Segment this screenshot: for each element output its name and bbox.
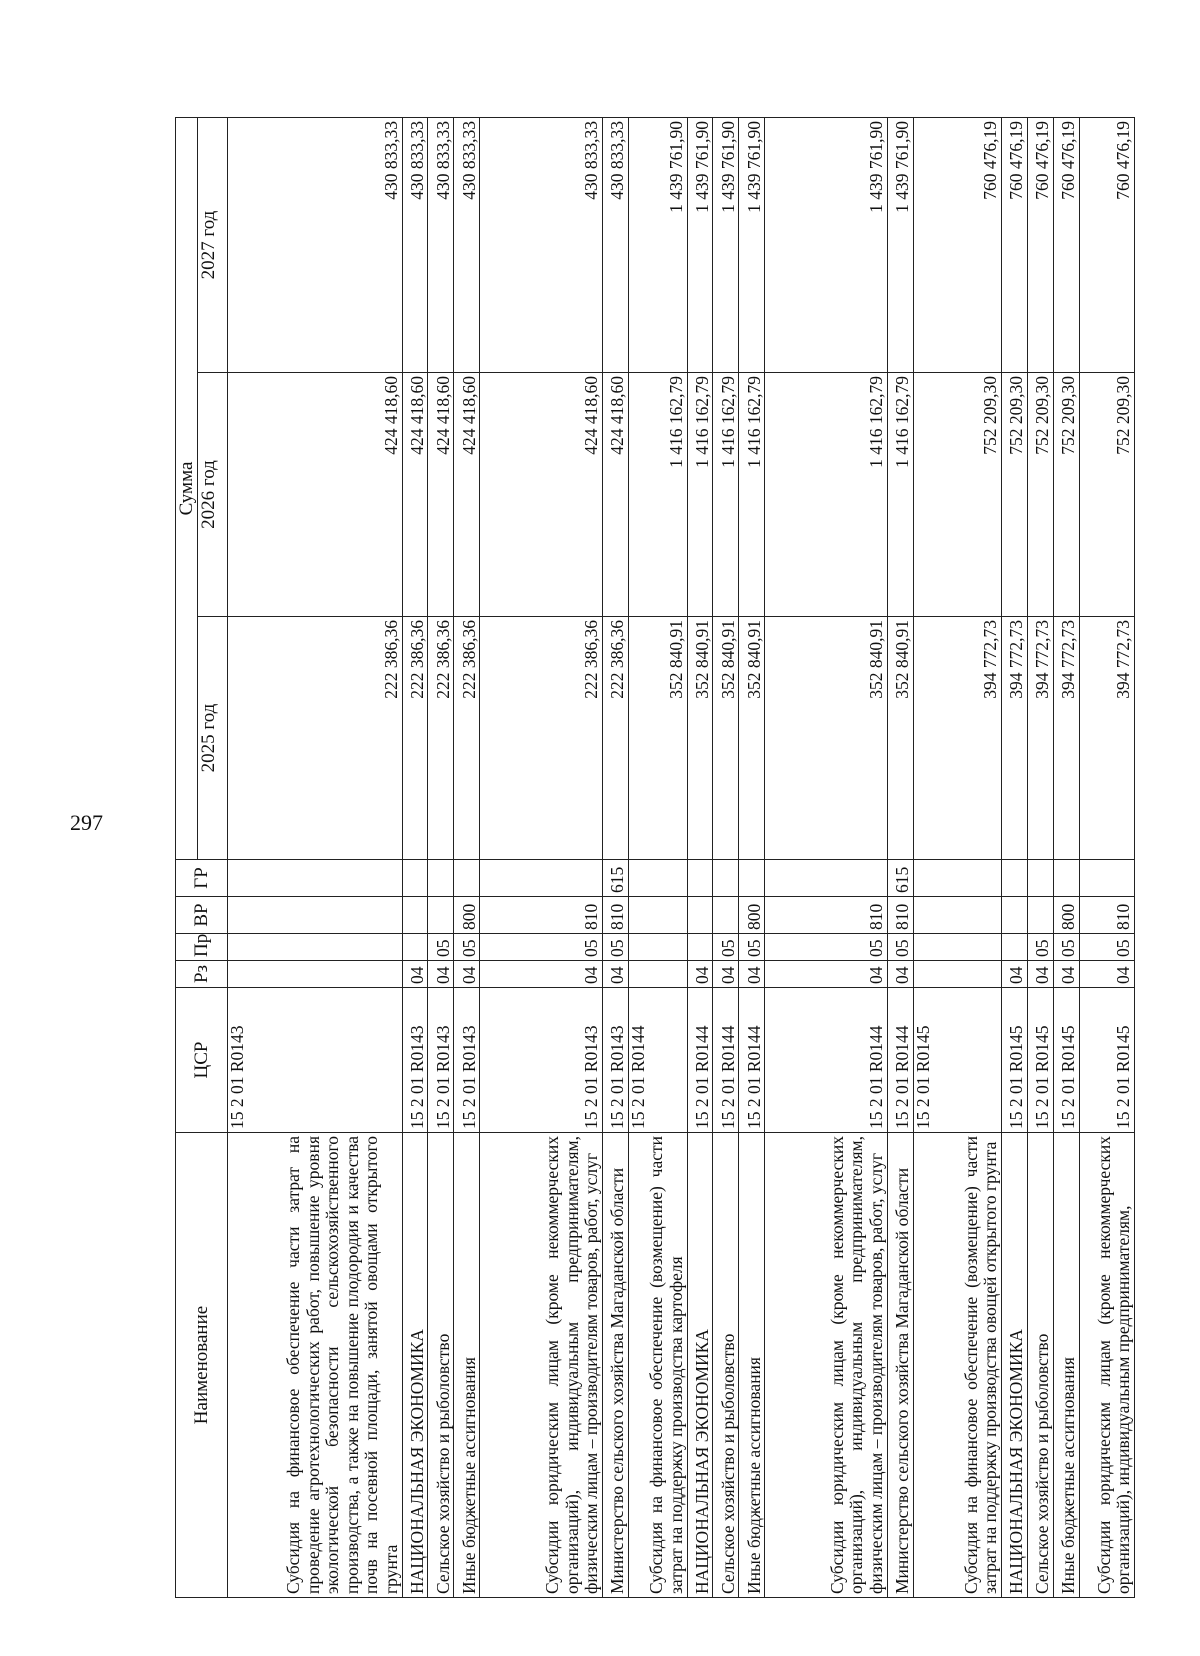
cell-csr: 15 2 01 R0143 (402, 988, 428, 1133)
cell-sum-2026: 424 418,60 (428, 373, 454, 617)
header-pr: Пр (176, 934, 228, 961)
rotated-table-wrapper (175, 118, 1135, 1598)
cell-pr (228, 934, 402, 961)
table-row (913, 117, 1001, 1597)
cell-sum-2027: 1 439 761,90 (739, 117, 765, 372)
cell-sum-2026: 1 416 162,79 (887, 373, 913, 617)
cell-sum-2027: 430 833,33 (602, 117, 628, 372)
cell-csr: 15 2 01 R0143 (480, 988, 602, 1133)
cell-vr (687, 897, 713, 934)
header-csr: ЦСР (176, 988, 228, 1133)
table-body (228, 117, 1135, 1597)
cell-name: Министерство сельского хозяйства Магаданской области (887, 1133, 913, 1598)
cell-pr: 05 (1027, 934, 1053, 961)
cell-csr: 15 2 01 R0143 (602, 988, 628, 1133)
cell-gr (480, 860, 602, 897)
cell-gr (687, 860, 713, 897)
cell-csr: 15 2 01 R0145 (1053, 988, 1079, 1133)
cell-pr: 05 (480, 934, 602, 961)
cell-sum-2027: 1 439 761,90 (628, 117, 687, 372)
cell-sum-2027: 430 833,33 (428, 117, 454, 372)
table-row (1079, 117, 1134, 1597)
cell-rz: 04 (1053, 961, 1079, 988)
cell-pr: 05 (454, 934, 480, 961)
cell-gr: 615 (602, 860, 628, 897)
cell-sum-2027: 760 476,19 (913, 117, 1001, 372)
cell-sum-2025: 222 386,36 (454, 617, 480, 860)
table-row (602, 117, 628, 1597)
cell-sum-2026: 752 209,30 (913, 373, 1001, 617)
cell-pr: 05 (887, 934, 913, 961)
cell-sum-2027: 1 439 761,90 (887, 117, 913, 372)
cell-rz: 04 (454, 961, 480, 988)
cell-vr (428, 897, 454, 934)
table-row (1053, 117, 1079, 1597)
cell-sum-2025: 352 840,91 (765, 617, 887, 860)
cell-sum-2026: 752 209,30 (1079, 373, 1134, 617)
cell-csr: 15 2 01 R0143 (428, 988, 454, 1133)
cell-pr: 05 (428, 934, 454, 961)
budget-table (175, 117, 1135, 1598)
cell-gr (628, 860, 687, 897)
cell-gr (739, 860, 765, 897)
cell-gr (1001, 860, 1027, 897)
cell-rz: 04 (713, 961, 739, 988)
cell-sum-2025: 352 840,91 (628, 617, 687, 860)
cell-sum-2027: 1 439 761,90 (765, 117, 887, 372)
cell-gr (765, 860, 887, 897)
table-row (765, 117, 887, 1597)
cell-rz: 04 (402, 961, 428, 988)
cell-gr: 615 (887, 860, 913, 897)
cell-sum-2026: 1 416 162,79 (739, 373, 765, 617)
cell-vr (402, 897, 428, 934)
cell-sum-2025: 394 772,73 (1079, 617, 1134, 860)
header-rz: Рз (176, 961, 228, 988)
cell-sum-2027: 1 439 761,90 (713, 117, 739, 372)
cell-sum-2026: 1 416 162,79 (765, 373, 887, 617)
cell-name: НАЦИОНАЛЬНАЯ ЭКОНОМИКА (687, 1133, 713, 1598)
cell-rz: 04 (687, 961, 713, 988)
cell-name: Иные бюджетные ассигнования (1053, 1133, 1079, 1598)
cell-sum-2027: 430 833,33 (402, 117, 428, 372)
cell-sum-2025: 352 840,91 (687, 617, 713, 860)
table-row (687, 117, 713, 1597)
table-row (628, 117, 687, 1597)
cell-sum-2025: 394 772,73 (1053, 617, 1079, 860)
header-gr: ГР (176, 860, 228, 897)
cell-name: Иные бюджетные ассигнования (739, 1133, 765, 1598)
cell-name: Субсидии юридическим лицам (кроме некоммерческих организаций), индивидуальным предпринимателям, (1079, 1133, 1134, 1598)
table-row (480, 117, 602, 1597)
cell-sum-2027: 430 833,33 (480, 117, 602, 372)
cell-rz: 04 (480, 961, 602, 988)
cell-pr: 05 (713, 934, 739, 961)
cell-rz: 04 (1079, 961, 1134, 988)
cell-sum-2026: 752 209,30 (1001, 373, 1027, 617)
cell-sum-2026: 424 418,60 (480, 373, 602, 617)
cell-gr (913, 860, 1001, 897)
cell-vr (1001, 897, 1027, 934)
cell-vr: 810 (1079, 897, 1134, 934)
page-number: 297 (70, 810, 103, 835)
cell-gr (1079, 860, 1134, 897)
cell-rz (228, 961, 402, 988)
cell-pr: 05 (1053, 934, 1079, 961)
header-sum: Сумма (176, 117, 198, 859)
cell-name: Субсидия на финансовое обеспечение (возмещение) части затрат на поддержку производства овощей открытого грунта (913, 1133, 1001, 1598)
cell-csr: 15 2 01 R0144 (687, 988, 713, 1133)
cell-sum-2026: 752 209,30 (1027, 373, 1053, 617)
cell-csr: 15 2 01 R0144 (713, 988, 739, 1133)
cell-sum-2025: 222 386,36 (402, 617, 428, 860)
cell-sum-2026: 424 418,60 (602, 373, 628, 617)
cell-csr: 15 2 01 R0144 (739, 988, 765, 1133)
cell-name: Министерство сельского хозяйства Магаданской области (602, 1133, 628, 1598)
cell-vr: 810 (480, 897, 602, 934)
cell-sum-2025: 222 386,36 (428, 617, 454, 860)
cell-sum-2026: 424 418,60 (402, 373, 428, 617)
cell-csr: 15 2 01 R0143 (454, 988, 480, 1133)
cell-sum-2026: 424 418,60 (454, 373, 480, 617)
cell-sum-2027: 760 476,19 (1001, 117, 1027, 372)
cell-name: НАЦИОНАЛЬНАЯ ЭКОНОМИКА (402, 1133, 428, 1598)
cell-gr (1027, 860, 1053, 897)
cell-rz: 04 (739, 961, 765, 988)
cell-pr (402, 934, 428, 961)
table-row (228, 117, 402, 1597)
cell-csr: 15 2 01 R0144 (628, 988, 687, 1133)
cell-pr (1001, 934, 1027, 961)
cell-vr: 810 (765, 897, 887, 934)
table-row (454, 117, 480, 1597)
cell-name: Субсидии юридическим лицам (кроме некоммерческих организаций), индивидуальным предпринимателям, физическим лицам – производителям товаров, работ, услуг (480, 1133, 602, 1598)
cell-sum-2025: 352 840,91 (739, 617, 765, 860)
cell-sum-2027: 760 476,19 (1079, 117, 1134, 372)
table-row (428, 117, 454, 1597)
cell-vr: 800 (454, 897, 480, 934)
cell-pr: 05 (602, 934, 628, 961)
header-year-2026: 2026 год (198, 373, 228, 617)
cell-sum-2025: 394 772,73 (1027, 617, 1053, 860)
cell-pr (687, 934, 713, 961)
table-row (402, 117, 428, 1597)
cell-vr (228, 897, 402, 934)
cell-sum-2027: 430 833,33 (454, 117, 480, 372)
cell-sum-2025: 352 840,91 (713, 617, 739, 860)
cell-gr (1053, 860, 1079, 897)
cell-csr: 15 2 01 R0145 (913, 988, 1001, 1133)
table-row (713, 117, 739, 1597)
cell-gr (454, 860, 480, 897)
cell-csr: 15 2 01 R0145 (1027, 988, 1053, 1133)
cell-csr: 15 2 01 R0144 (887, 988, 913, 1133)
cell-vr (713, 897, 739, 934)
header-name: Наименование (176, 1133, 228, 1598)
cell-name: Субсидия на финансовое обеспечение (возмещение) части затрат на поддержку производства картофеля (628, 1133, 687, 1598)
cell-sum-2027: 760 476,19 (1027, 117, 1053, 372)
cell-gr (402, 860, 428, 897)
cell-rz: 04 (602, 961, 628, 988)
cell-csr: 15 2 01 R0144 (765, 988, 887, 1133)
cell-sum-2025: 352 840,91 (887, 617, 913, 860)
cell-sum-2025: 222 386,36 (602, 617, 628, 860)
cell-rz: 04 (428, 961, 454, 988)
cell-sum-2025: 394 772,73 (1001, 617, 1027, 860)
cell-vr (1027, 897, 1053, 934)
cell-name: Сельское хозяйство и рыболовство (1027, 1133, 1053, 1598)
cell-csr: 15 2 01 R0143 (228, 988, 402, 1133)
cell-rz (628, 961, 687, 988)
cell-sum-2026: 1 416 162,79 (687, 373, 713, 617)
cell-sum-2026: 752 209,30 (1053, 373, 1079, 617)
cell-csr: 15 2 01 R0145 (1079, 988, 1134, 1133)
cell-vr: 800 (1053, 897, 1079, 934)
table-row (1027, 117, 1053, 1597)
cell-name: Иные бюджетные ассигнования (454, 1133, 480, 1598)
table-row (1001, 117, 1027, 1597)
cell-sum-2026: 1 416 162,79 (628, 373, 687, 617)
cell-vr (628, 897, 687, 934)
table-row (887, 117, 913, 1597)
cell-sum-2026: 424 418,60 (228, 373, 402, 617)
cell-sum-2025: 394 772,73 (913, 617, 1001, 860)
cell-pr: 05 (1079, 934, 1134, 961)
cell-name: Субсидии юридическим лицам (кроме некоммерческих организаций), индивидуальным предпринимателям, физическим лицам – производителям товаров, работ, услуг (765, 1133, 887, 1598)
cell-sum-2027: 760 476,19 (1053, 117, 1079, 372)
cell-name: НАЦИОНАЛЬНАЯ ЭКОНОМИКА (1001, 1133, 1027, 1598)
cell-rz: 04 (765, 961, 887, 988)
cell-name: Сельское хозяйство и рыболовство (713, 1133, 739, 1598)
cell-sum-2025: 222 386,36 (480, 617, 602, 860)
cell-gr (228, 860, 402, 897)
cell-pr: 05 (765, 934, 887, 961)
cell-rz: 04 (1001, 961, 1027, 988)
cell-rz: 04 (887, 961, 913, 988)
cell-sum-2027: 430 833,33 (228, 117, 402, 372)
header-vr: ВР (176, 897, 228, 934)
cell-sum-2027: 1 439 761,90 (687, 117, 713, 372)
cell-rz (913, 961, 1001, 988)
cell-name: Субсидия на финансовое обеспечение части затрат на проведение агротехнологических работ, повышение уровня экологической безопасности сельскохозяйственного производства, а также на повышение плодородия и качества почв на посевной площади, занятой овощами открытого грунта (228, 1133, 402, 1598)
cell-pr (628, 934, 687, 961)
cell-sum-2026: 1 416 162,79 (713, 373, 739, 617)
cell-vr: 810 (602, 897, 628, 934)
table-row (739, 117, 765, 1597)
cell-pr (913, 934, 1001, 961)
cell-gr (713, 860, 739, 897)
cell-pr: 05 (739, 934, 765, 961)
cell-vr (913, 897, 1001, 934)
cell-sum-2025: 222 386,36 (228, 617, 402, 860)
cell-vr: 800 (739, 897, 765, 934)
cell-vr: 810 (887, 897, 913, 934)
cell-name: Сельское хозяйство и рыболовство (428, 1133, 454, 1598)
header-year-2025: 2025 год (198, 617, 228, 860)
cell-rz: 04 (1027, 961, 1053, 988)
cell-csr: 15 2 01 R0145 (1001, 988, 1027, 1133)
header-year-2027: 2027 год (198, 117, 228, 372)
cell-gr (428, 860, 454, 897)
